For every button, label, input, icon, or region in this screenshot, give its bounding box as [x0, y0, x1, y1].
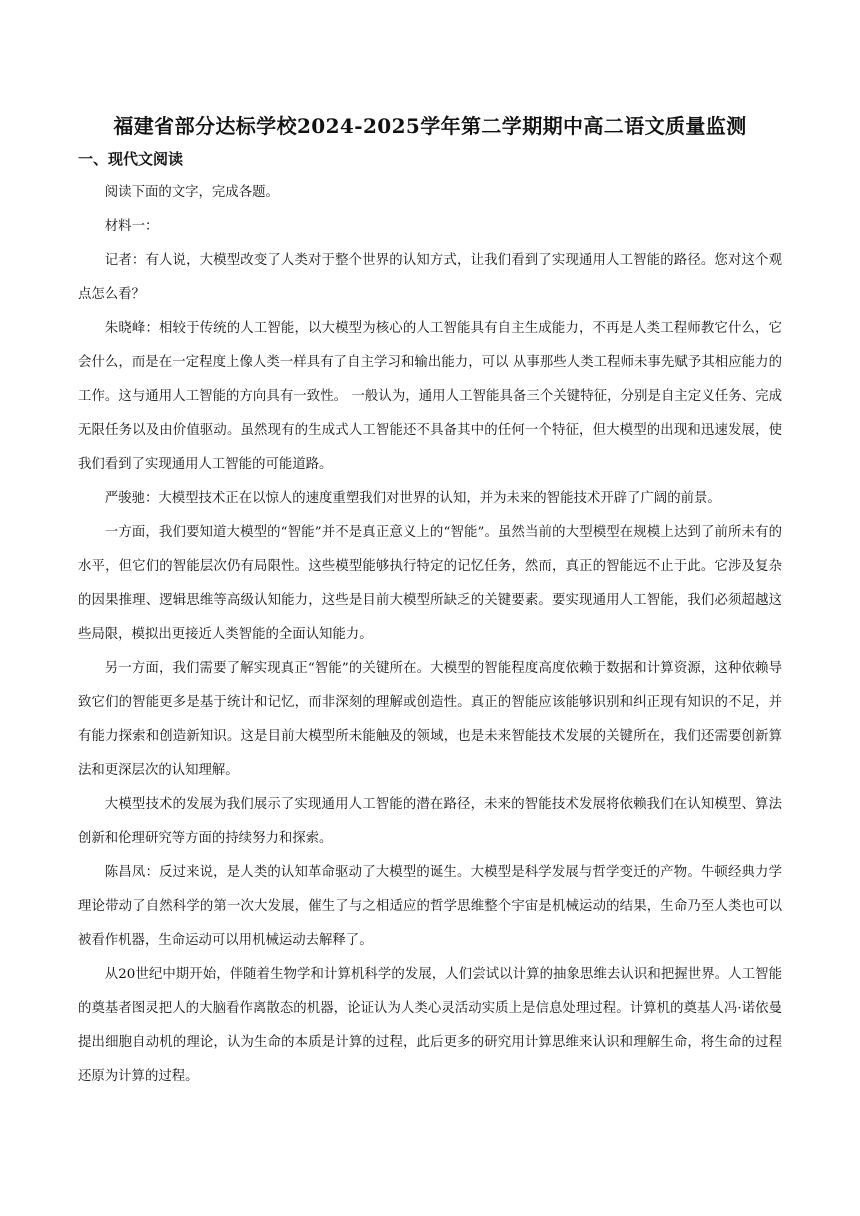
document-title: 福建省部分达标学校2024-2025学年第二学期期中高二语文质量监测 — [113, 114, 747, 138]
body-paragraph: 从20世纪中期开始，伴随着生物学和计算机科学的发展，人们尝试以计算的抽象思维去认识和把握世界。人工智能的奠基者图灵把人的大脑看作离散态的机器，论证认为人类心灵活动实质上是信息处理过程。计算机的奠基人冯·诺依曼提出细胞自动机的理论，认为生命的本质是计算的过程，此后更多的研究用计算思维来认识和理解生命，将生命的过程还原为计算的过程。 — [78, 967, 782, 1084]
body-paragraph: 另一方面，我们需要了解实现真正“智能”的关键所在。大模型的智能程度高度依赖于数据和计算资源，这种依赖导致它们的智能更多是基于统计和记忆，而非深刻的理解或创造性。真正的智能应该能够识别和纠正现有知识的不足，并有能力探索和创造新知识。这是目前大模型所未能触及的领域，也是未来智能技术发展的关键所在，我们还需要创新算法和更深层次的认知理解。 — [78, 661, 782, 778]
body-paragraph: 陈昌凤：反过来说，是人类的认知革命驱动了大模型的诞生。大模型是科学发展与哲学变迁的产物。牛顿经典力学理论带动了自然科学的第一次大发展，催生了与之相适应的哲学思维整个宇宙是机械运动的结果，生命乃至人类也可以被看作机器，生命运动可以用机械运动去解释了。 — [78, 865, 782, 948]
body-paragraph: 严骏驰：大模型技术正在以惊人的速度重塑我们对世界的认知，并为未来的智能技术开辟了广阔的前景。 — [104, 491, 721, 506]
instruction-paragraph: 阅读下面的文字，完成各题。 — [104, 185, 279, 200]
body-paragraph: 朱晓峰：相较于传统的人工智能，以大模型为核心的人工智能具有自主生成能力，不再是人类工程师教它什么，它会什么，而是在一定程度上像人类一样具有了自主学习和输出能力，可以 从事那些人类工程师未事先赋予其相应能力的工作。这与通用人工智能的方向具有一致性。 一般认为，通用人工智能具备三个关键特征，分别是自主定义任务、完成无限任务以及由价值驱动。虽然现有的生成式人工智能还不具备其中的任何一个特征，但大模型的出现和迅速发展，使我们看到了实现通用人工智能的可能道路。 — [78, 321, 782, 472]
section-heading: 一、现代文阅读 — [78, 150, 184, 168]
material-label: 材料一： — [104, 219, 159, 234]
body-paragraph: 大模型技术的发展为我们展示了实现通用人工智能的潜在路径，未来的智能技术发展将依赖我们在认知模型、算法创新和伦理研究等方面的持续努力和探索。 — [78, 797, 782, 846]
body-paragraph: 记者：有人说，大模型改变了人类对于整个世界的认知方式，让我们看到了实现通用人工智能的路径。您对这个观点怎么看？ — [78, 253, 782, 302]
body-paragraph: 一方面，我们要知道大模型的“智能”并不是真正意义上的“智能”。虽然当前的大型模型在规模上达到了前所未有的水平，但它们的智能层次仍有局限性。这些模型能够执行特定的记忆任务，然而，真正的智能远不止于此。它涉及复杂的因果推理、逻辑思维等高级认知能力，这些是目前大模型所缺乏的关键要素。要实现通用人工智能，我们必须超越这些局限，模拟出更接近人类智能的全面认知能力。 — [78, 525, 782, 642]
